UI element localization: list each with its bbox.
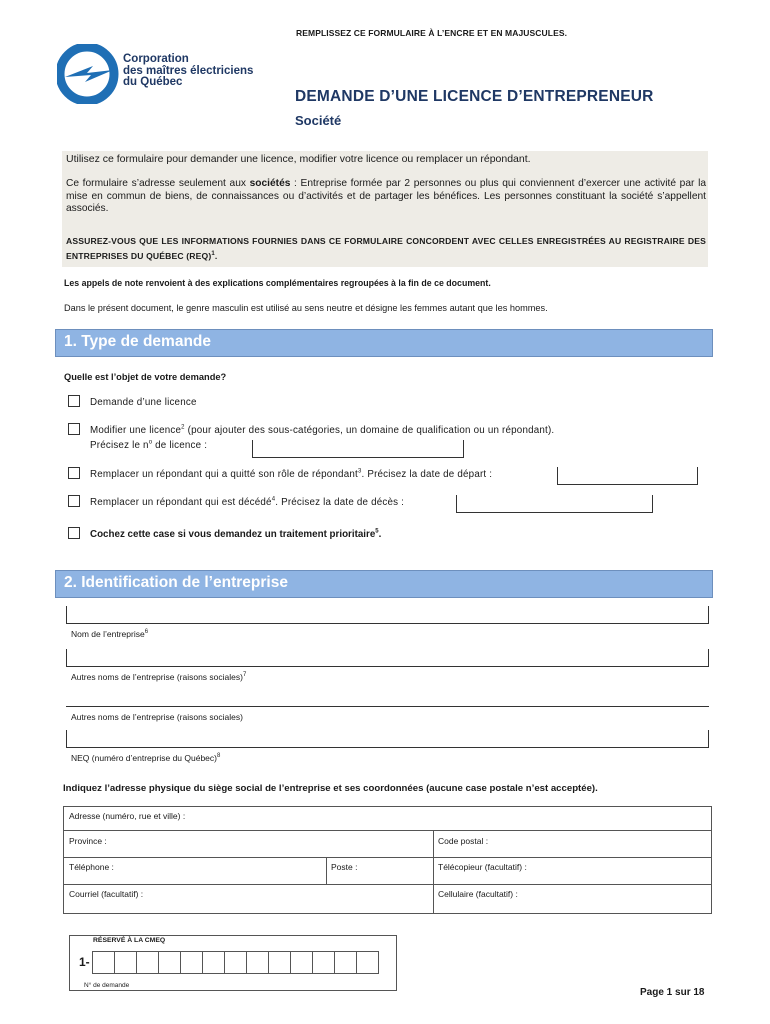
address-instruction: Indiquez l’adresse physique du siège social de l’entreprise et ses coordonnées (aucune case postale n’est acceptée). [63,783,598,794]
licence-number-label: Précisez le $n^o$ de licence : [90,439,208,451]
phone-field[interactable]: Téléphone : [69,862,114,872]
request-digit-box[interactable] [290,951,313,974]
request-digit-box[interactable] [202,951,225,974]
cmeq-logo [57,44,277,104]
option-replace-deceased-label: Remplacer un répondant qui est décédé$^4$. Précisez la date de décès : [90,496,405,508]
form-instruction: REMPLISSEZ CE FORMULAIRE À L’ENCRE ET EN MAJUSCULES. [296,28,568,38]
section-1-header: 1. Type de demande [55,329,713,357]
email-field[interactable]: Courriel (facultatif) : [69,889,144,899]
other-names-input-1[interactable] [66,649,709,667]
page-number: Page 1 sur 18 [640,987,705,998]
option-replace-departed-label: Remplacer un répondant qui a quitté son rôle de répondant$^3$. Précisez la date de départ : [90,468,493,480]
request-digit-box[interactable] [224,951,247,974]
neq-label: NEQ (numéro d’entreprise du Québec)$^8$ [71,753,221,763]
option-priority-label: Cochez cette case si vous demandez un traitement prioritaire$^5$. [90,528,382,540]
fax-field[interactable]: Télécopieur (facultatif) : [438,862,527,872]
cell-field[interactable]: Cellulaire (facultatif) : [438,889,518,899]
neq-input[interactable] [66,730,709,748]
other-names-label-1: Autres noms de l’entreprise (raisons sociales)$^7$ [71,672,247,682]
logo-name: Corporation des maîtres électriciens du Québec [123,53,254,88]
request-digit-box[interactable] [246,951,269,974]
document-title: DEMANDE D’UNE LICENCE D’ENTREPRENEUR [295,88,654,105]
address-table [63,806,712,914]
request-number-prefix: 1- [79,955,90,969]
address-field[interactable]: Adresse (numéro, rue et ville) : [69,811,186,821]
request-digit-box[interactable] [158,951,181,974]
option-modify-licence-label: Modifier une licence$^2$ (pour ajouter des sous-catégories, un domaine de qualification ou un répondant). [90,424,555,436]
departure-date-input[interactable] [557,467,698,485]
postal-code-field[interactable]: Code postal : [438,836,489,846]
request-digit-box[interactable] [334,951,357,974]
intro-paragraph-usage: Utilisez ce formulaire pour demander une licence, modifier votre licence ou remplacer un répondant. [66,153,531,165]
checkbox-replace-deceased[interactable] [68,495,80,507]
option-new-licence-label: Demande d’une licence [90,397,197,408]
checkbox-modify-licence[interactable] [68,423,80,435]
request-digit-box[interactable] [92,951,115,974]
extension-field[interactable]: Poste : [331,862,358,872]
other-names-label-2: Autres noms de l’entreprise (raisons sociales) [71,712,243,722]
licence-number-input[interactable] [252,440,464,458]
other-names-input-2[interactable] [66,689,709,707]
checkbox-priority[interactable] [68,527,80,539]
checkbox-replace-departed[interactable] [68,467,80,479]
document-subtitle: Société [295,113,342,128]
request-question: Quelle est l’objet de votre demande? [64,372,227,382]
company-name-input[interactable] [66,606,709,624]
province-field[interactable]: Province : [69,836,107,846]
reserved-title: RÉSERVÉ À LA CMEQ [93,937,166,944]
intro-paragraph-societe: Ce formulaire s’adresse seulement aux sociétés : Entreprise formée par 2 personnes ou plus qui conviennent d’exercer une activité par la mise en commun de biens, de connaissances ou d’activités et de partager les bénéfices. Les personnes constituant la société s’appellent associés. [66,178,706,214]
request-digit-box[interactable] [136,951,159,974]
request-digit-box[interactable] [268,951,291,974]
gender-notice: Dans le présent document, le genre masculin est utilisé au sens neutre et désigne les femmes autant que les hommes. [64,303,548,313]
checkbox-new-licence[interactable] [68,395,80,407]
request-number-label: N° de demande [84,982,130,989]
cmeq-logo-icon [57,44,119,104]
request-digit-box[interactable] [114,951,137,974]
intro-paragraph-req-warning: ASSUREZ-VOUS QUE LES INFORMATIONS FOURNIES DANS CE FORMULAIRE CONCORDENT AVEC CELLES ENREGISTRÉES AU REGISTRAIRE DES ENTREPRISES DU QUÉBEC (REQ)$^1$. [66,236,706,261]
section-2-header: 2. Identification de l’entreprise [55,570,713,598]
request-digit-box[interactable] [312,951,335,974]
request-digit-box[interactable] [356,951,379,974]
request-digit-box[interactable] [180,951,203,974]
footnote-notice: Les appels de note renvoient à des explications complémentaires regroupées à la fin de ce document. [64,278,491,288]
company-name-label: Nom de l’entreprise$^6$ [71,629,149,639]
death-date-input[interactable] [456,495,653,513]
